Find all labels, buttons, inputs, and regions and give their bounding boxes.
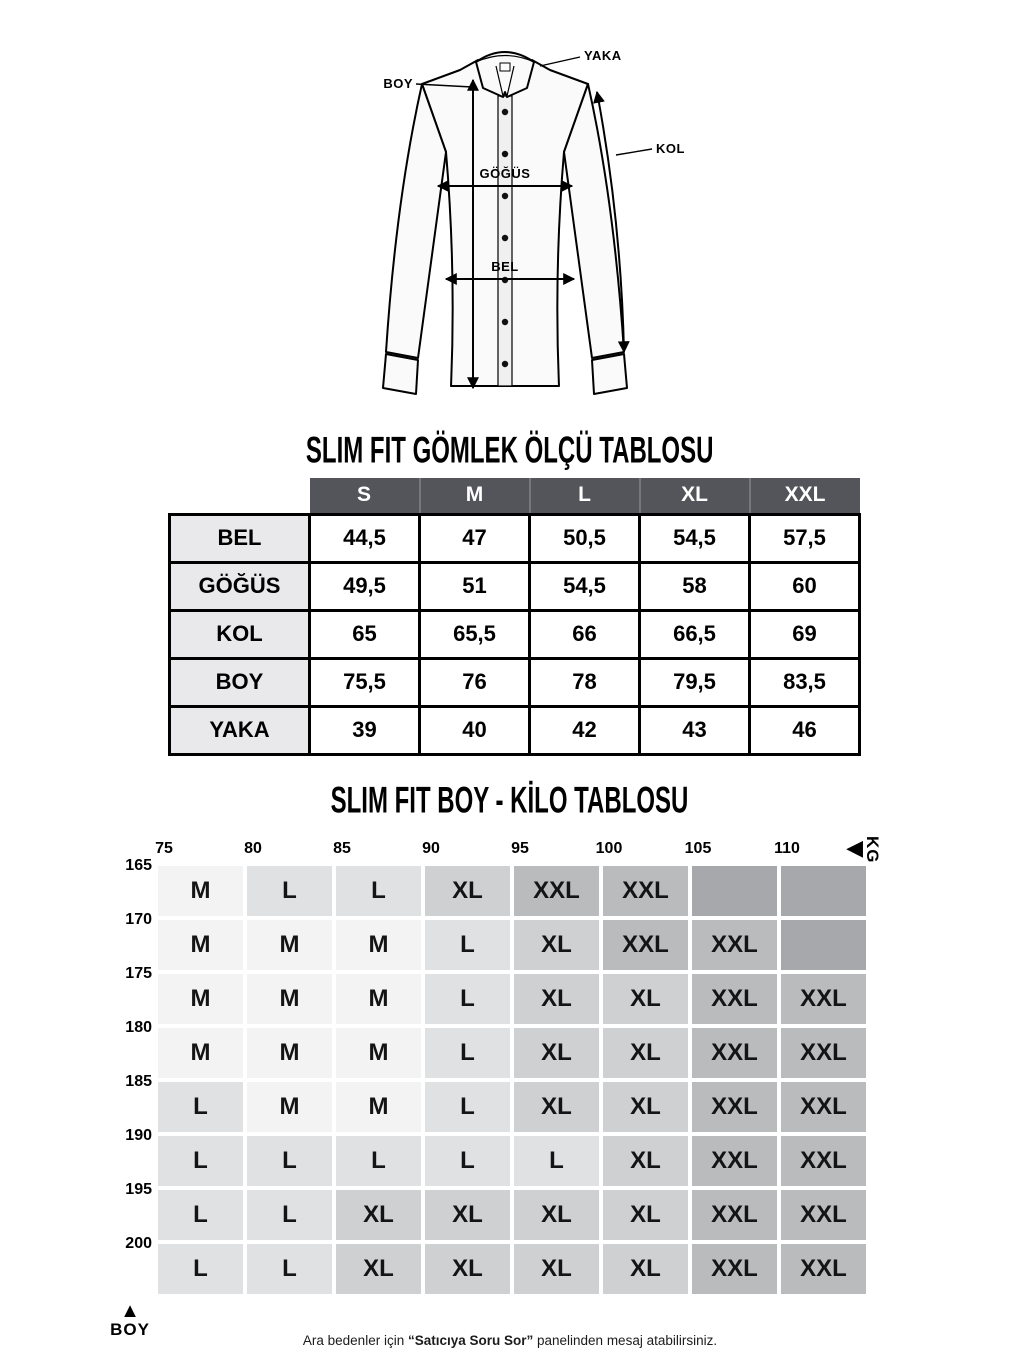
diagram-label-yaka: YAKA [584,48,622,63]
size-table-title-text: SLIM FIT GÖMLEK ÖLÇÜ TABLOSU [306,429,714,471]
size-value-cell: 47 [420,514,530,562]
kg-axis-indicator [846,836,880,864]
size-value-cell: 44,5 [310,514,420,562]
matrix-cell-empty [781,920,866,970]
size-table-head-row [170,478,860,514]
matrix-cell-L: L [425,974,510,1024]
matrix-cell-XL: XL [514,1244,599,1294]
size-row-label: BOY [170,658,310,706]
kg-tick: 105 [684,840,712,857]
matrix-cell-M: M [247,974,332,1024]
size-value-cell: 58 [640,562,750,610]
size-col-header-S: S [310,478,420,514]
matrix-cell-empty [781,866,866,916]
matrix-cell-L: L [336,866,421,916]
matrix-cell-XXL: XXL [692,1136,777,1186]
matrix-cell-L: L [247,1244,332,1294]
size-row-label: YAKA [170,706,310,754]
diagram-label-boy: BOY [383,76,413,91]
matrix-cell-L: L [425,1082,510,1132]
diagram-label-bel: BEL [491,259,519,274]
boy-ticks [108,857,152,1294]
matrix-cell-XL: XL [336,1244,421,1294]
size-table-corner [170,478,310,514]
matrix-cell-XL: XL [336,1190,421,1240]
shirt-outline [383,52,627,394]
matrix-cell-M: M [336,1028,421,1078]
matrix-cell-XXL: XXL [692,1244,777,1294]
boy-tick: 185 [125,1073,152,1090]
matrix-cell-XL: XL [603,1190,688,1240]
size-value-cell: 51 [420,562,530,610]
matrix-cell-empty [692,866,777,916]
size-value-cell: 69 [750,610,860,658]
kg-arrow-icon: ◀ [846,835,863,860]
size-col-header-XXL: XXL [750,478,860,514]
size-value-cell: 60 [750,562,860,610]
matrix-cell-XXL: XXL [514,866,599,916]
size-table-row [170,514,860,562]
matrix-cell-XXL: XXL [603,866,688,916]
matrix-cell-L: L [158,1082,243,1132]
matrix-cell-L: L [336,1136,421,1186]
shirt-diagram [310,30,710,420]
matrix-cell-L: L [425,1028,510,1078]
boy-tick: 180 [125,1019,152,1036]
matrix-cell-XL: XL [425,866,510,916]
matrix-cell-XXL: XXL [781,1136,866,1186]
size-value-cell: 76 [420,658,530,706]
kg-tick: 85 [333,840,351,857]
matrix-cell-XL: XL [603,974,688,1024]
size-value-cell: 83,5 [750,658,860,706]
matrix-cell-M: M [158,866,243,916]
matrix-cell-XXL: XXL [781,1244,866,1294]
size-table [168,478,861,756]
collar-label [500,63,510,71]
size-value-cell: 40 [420,706,530,754]
matrix-cell-XL: XL [603,1082,688,1132]
matrix-cell-M: M [247,920,332,970]
matrix-cell-XXL: XXL [781,1190,866,1240]
size-value-cell: 75,5 [310,658,420,706]
matrix-cell-L: L [158,1244,243,1294]
matrix-cell-L: L [158,1136,243,1186]
matrix-cell-XL: XL [514,1082,599,1132]
matrix-cell-XL: XL [603,1136,688,1186]
matrix-cell-XXL: XXL [692,920,777,970]
matrix-cell-XXL: XXL [603,920,688,970]
kg-tick: 90 [422,840,440,857]
matrix-cell-XL: XL [425,1190,510,1240]
kg-axis [155,835,882,864]
size-value-cell: 39 [310,706,420,754]
size-row-label: KOL [170,610,310,658]
footer-bold: “Satıcıya Soru Sor” [407,1333,534,1348]
kg-axis-label: KG [863,836,882,864]
boy-tick: 190 [125,1127,152,1144]
boy-tick: 165 [125,857,152,874]
footer-suffix: panelinden mesaj atabilirsiniz. [533,1333,718,1348]
matrix-cell-M: M [336,974,421,1024]
boy-tick: 170 [125,911,152,928]
matrix-cell-M: M [336,1082,421,1132]
matrix-cell-L: L [425,920,510,970]
size-value-cell: 54,5 [640,514,750,562]
size-value-cell: 79,5 [640,658,750,706]
matrix-cell-L: L [247,1190,332,1240]
size-col-header-M: M [420,478,530,514]
size-col-header-XL: XL [640,478,750,514]
size-table-row [170,562,860,610]
matrix-cell-L: L [247,1136,332,1186]
boy-tick: 200 [125,1235,152,1252]
kg-tick: 100 [595,840,623,857]
size-value-cell: 65,5 [420,610,530,658]
boy-tick: 195 [125,1181,152,1198]
boy-axis-label: BOY [110,1320,150,1339]
matrix-grid [158,866,866,1294]
matrix-cell-M: M [158,974,243,1024]
matrix-cell-M: M [158,920,243,970]
matrix-cell-M: M [158,1028,243,1078]
matrix-cell-XL: XL [425,1244,510,1294]
size-value-cell: 78 [530,658,640,706]
matrix-cell-L: L [158,1190,243,1240]
size-table-row [170,706,860,754]
matrix-cell-L: L [514,1136,599,1186]
matrix-cell-L: L [425,1136,510,1186]
diagram-label-kol: KOL [656,141,685,156]
matrix-cell-XL: XL [514,1028,599,1078]
size-value-cell: 50,5 [530,514,640,562]
boy-tick: 175 [125,965,152,982]
size-value-cell: 54,5 [530,562,640,610]
size-col-header-L: L [530,478,640,514]
matrix-cell-XXL: XXL [781,1028,866,1078]
matrix-cell-XXL: XXL [781,1082,866,1132]
size-row-label: GÖĞÜS [170,562,310,610]
size-value-cell: 42 [530,706,640,754]
kg-tick: 110 [774,840,800,857]
size-value-cell: 57,5 [750,514,860,562]
boy-arrow-icon: ▲ [120,1300,140,1322]
diagram-label-gogus: GÖĞÜS [479,166,531,181]
matrix-cell-XXL: XXL [692,1082,777,1132]
size-table-row [170,658,860,706]
size-value-cell: 65 [310,610,420,658]
matrix-cell-XXL: XXL [781,974,866,1024]
size-value-cell: 66 [530,610,640,658]
matrix-cell-M: M [247,1028,332,1078]
size-table-row [170,610,860,658]
size-value-cell: 49,5 [310,562,420,610]
matrix-cell-XXL: XXL [692,1190,777,1240]
size-value-cell: 43 [640,706,750,754]
matrix-title [0,779,1020,821]
size-row-label: BEL [170,514,310,562]
matrix-cell-XXL: XXL [692,1028,777,1078]
matrix-cell-M: M [336,920,421,970]
matrix-cell-M: M [247,1082,332,1132]
footer-note [0,1333,1020,1348]
footer-prefix: Ara bedenler için [302,1333,408,1348]
kg-tick: 95 [511,840,529,857]
kg-tick: 80 [244,840,262,857]
size-table-body [170,514,860,754]
size-value-cell: 46 [750,706,860,754]
matrix-cell-XL: XL [514,1190,599,1240]
height-weight-matrix [110,835,882,1339]
matrix-grid-area [110,857,866,1339]
matrix-cell-XL: XL [514,920,599,970]
matrix-cell-XL: XL [603,1244,688,1294]
matrix-title-text: SLIM FIT BOY - KİLO TABLOSU [331,779,689,821]
size-value-cell: 66,5 [640,610,750,658]
kg-tick: 75 [155,840,173,857]
matrix-cell-XL: XL [514,974,599,1024]
matrix-cell-L: L [247,866,332,916]
matrix-cell-XXL: XXL [692,974,777,1024]
matrix-cell-XL: XL [603,1028,688,1078]
size-table-title [0,429,1020,471]
